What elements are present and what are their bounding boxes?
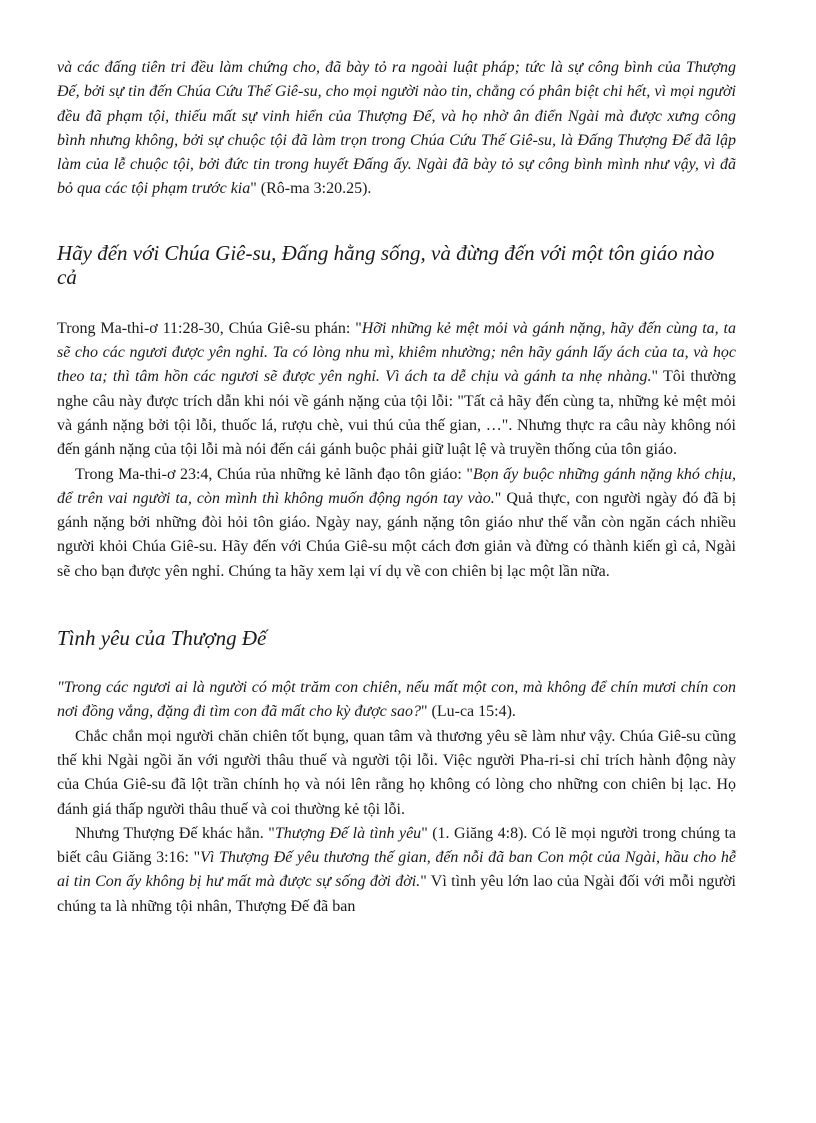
romans-quote: và các đấng tiên tri đều làm chứng cho, đã bày tỏ ra ngoài luật pháp; tức là sự công bình của Thượng Đế, bởi sự tin đến Chúa Cứu Thế Giê-su, cho mọi người nào tin, chẳng có phân biệt chi hết, vì mọi người đều đã phạm tội, thiếu mất sự vinh hiển của Thượng Đế, và họ nhờ ân điển Ngài mà được xưng công bình nhưng không, bởi sự chuộc tội đã làm trọn trong Chúa Cứu Thế Giê-su, là Đấng Thượng Đế đã lập làm của lễ chuộc tội, bởi đức tin trong huyết Đấng ấy. Ngài đã bày tỏ sự công bình mình như vậy, vì đã bỏ qua các tội phạm trước kia: [57, 59, 736, 198]
luke-15-paragraph: "Trong các ngươi ai là người có một trăm con chiên, nếu mất một con, mà không để chín mươi chín con nơi đồng vắng, đặng đi tìm con đã mất cho kỳ được sao?" (Lu-ca 15:4).: [57, 679, 736, 721]
romans-reference: " (Rô-ma 3:20.25).: [250, 180, 372, 198]
document-page: [57, 56, 736, 919]
matthew-23-paragraph: Trong Ma-thi-ơ 23:4, Chúa rủa những kẻ lãnh đạo tôn giáo: "Bọn ấy buộc những gánh nặng khó chịu, để trên vai người ta, còn mình thì không muốn động ngón tay vào." Quả thực, con người ngày đó đã bị gánh nặng bởi những đòi hỏi tôn giáo. Ngày nay, gánh nặng tôn giáo như thế vẫn còn ngăn cách nhiều người khỏi Chúa Giê-su. Hãy đến với Chúa Giê-su một cách đơn giản và đừng có thành kiến gì cả, Ngài sẽ cho bạn được yên nghỉ. Chúng ta hãy xem lại ví dụ về con chiên bị lạc một lần nữa.: [57, 465, 737, 580]
matthew-23-quote: Bọn ấy buộc những gánh nặng khó chịu, để trên vai người ta, còn mình thì không muốn động ngón tay vào.: [57, 465, 736, 507]
shepherd-paragraph: Chắc chắn mọi người chăn chiên tốt bụng, quan tâm và thương yêu sẽ làm như vậy. Chúa Giê-su cũng thế khi Ngài ngồi ăn với người thâu thuế và người tội lỗi. Việc người Pha-ri-si chỉ trích hành động này của Chúa Giê-su đã lột trần chính họ và nói lên rằng họ không có lòng cho những con chiên bị lạc. Họ đánh giá thấp người thâu thuế và coi thường kẻ tội lỗi.: [57, 727, 736, 818]
john-3-16-quote: Vì Thượng Đế yêu thương thế gian, đến nỗi đã ban Con một của Ngài, hầu cho hễ ai tin Con ấy không bị hư mất mà được sự sống đời đời.: [57, 849, 736, 891]
section-heading-come-to-jesus: Hãy đến với Chúa Giê-su, Đấng hằng sống, và đừng đến với một tôn giáo nào cả: [57, 240, 715, 289]
luke-15-quote: "Trong các ngươi ai là người có một trăm con chiên, nếu mất một con, mà không để chín mươi chín con nơi đồng vắng, đặng đi tìm con đã mất cho kỳ được sao?: [57, 679, 736, 721]
matthew-11-paragraph: Trong Ma-thi-ơ 11:28-30, Chúa Giê-su phán: "Hỡi những kẻ mệt mỏi và gánh nặng, hãy đến cùng ta, ta sẽ cho các ngươi được yên nghỉ. Ta có lòng nhu mì, khiêm nhường; nên hãy gánh lấy ách của ta, và học theo ta; thì tâm hồn các ngươi sẽ được yên nghỉ. Vì ách ta dễ chịu và gánh ta nhẹ nhàng." Tôi thường nghe câu này được trích dẫn khi nói về gánh nặng của tội lỗi: "Tất cả hãy đến cùng ta, những kẻ mệt mỏi và gánh nặng bởi tội lỗi, thuốc lá, rượu chè, vui thú của thế gian, …". Nhưng thực ra câu này không nói đến gánh nặng của tội lỗi mà nói đến cái gánh buộc phải giữ luật lệ và truyền thống của tôn giáo.: [57, 319, 737, 459]
continuation-paragraph: [57, 56, 736, 202]
god-is-love-quote: Thượng Đế là tình yêu: [274, 824, 422, 842]
god-is-love-paragraph: Nhưng Thượng Đế khác hẳn. "Thượng Đế là tình yêu" (1. Giăng 4:8). Có lẽ mọi người trong chúng ta biết câu Giăng 3:16: "Vì Thượng Đế yêu thương thế gian, đến nỗi đã ban Con một của Ngài, hầu cho hễ ai tin Con ấy không bị hư mất mà được sự sống đời đời." Vì tình yêu lớn lao của Ngài đối với mỗi người chúng ta là những tội nhân, Thượng Đế đã ban: [57, 824, 737, 915]
matthew-11-quote: Hỡi những kẻ mệt mỏi và gánh nặng, hãy đến cùng ta, ta sẽ cho các ngươi được yên nghỉ. Ta có lòng nhu mì, khiêm nhường; nên hãy gánh lấy ách của ta, và học theo ta; thì tâm hồn các ngươi sẽ được yên nghỉ. Vì ách ta dễ chịu và gánh ta nhẹ nhàng.: [57, 319, 736, 386]
section-heading-love-of-god: Tình yêu của Thượng Đế: [57, 626, 267, 651]
